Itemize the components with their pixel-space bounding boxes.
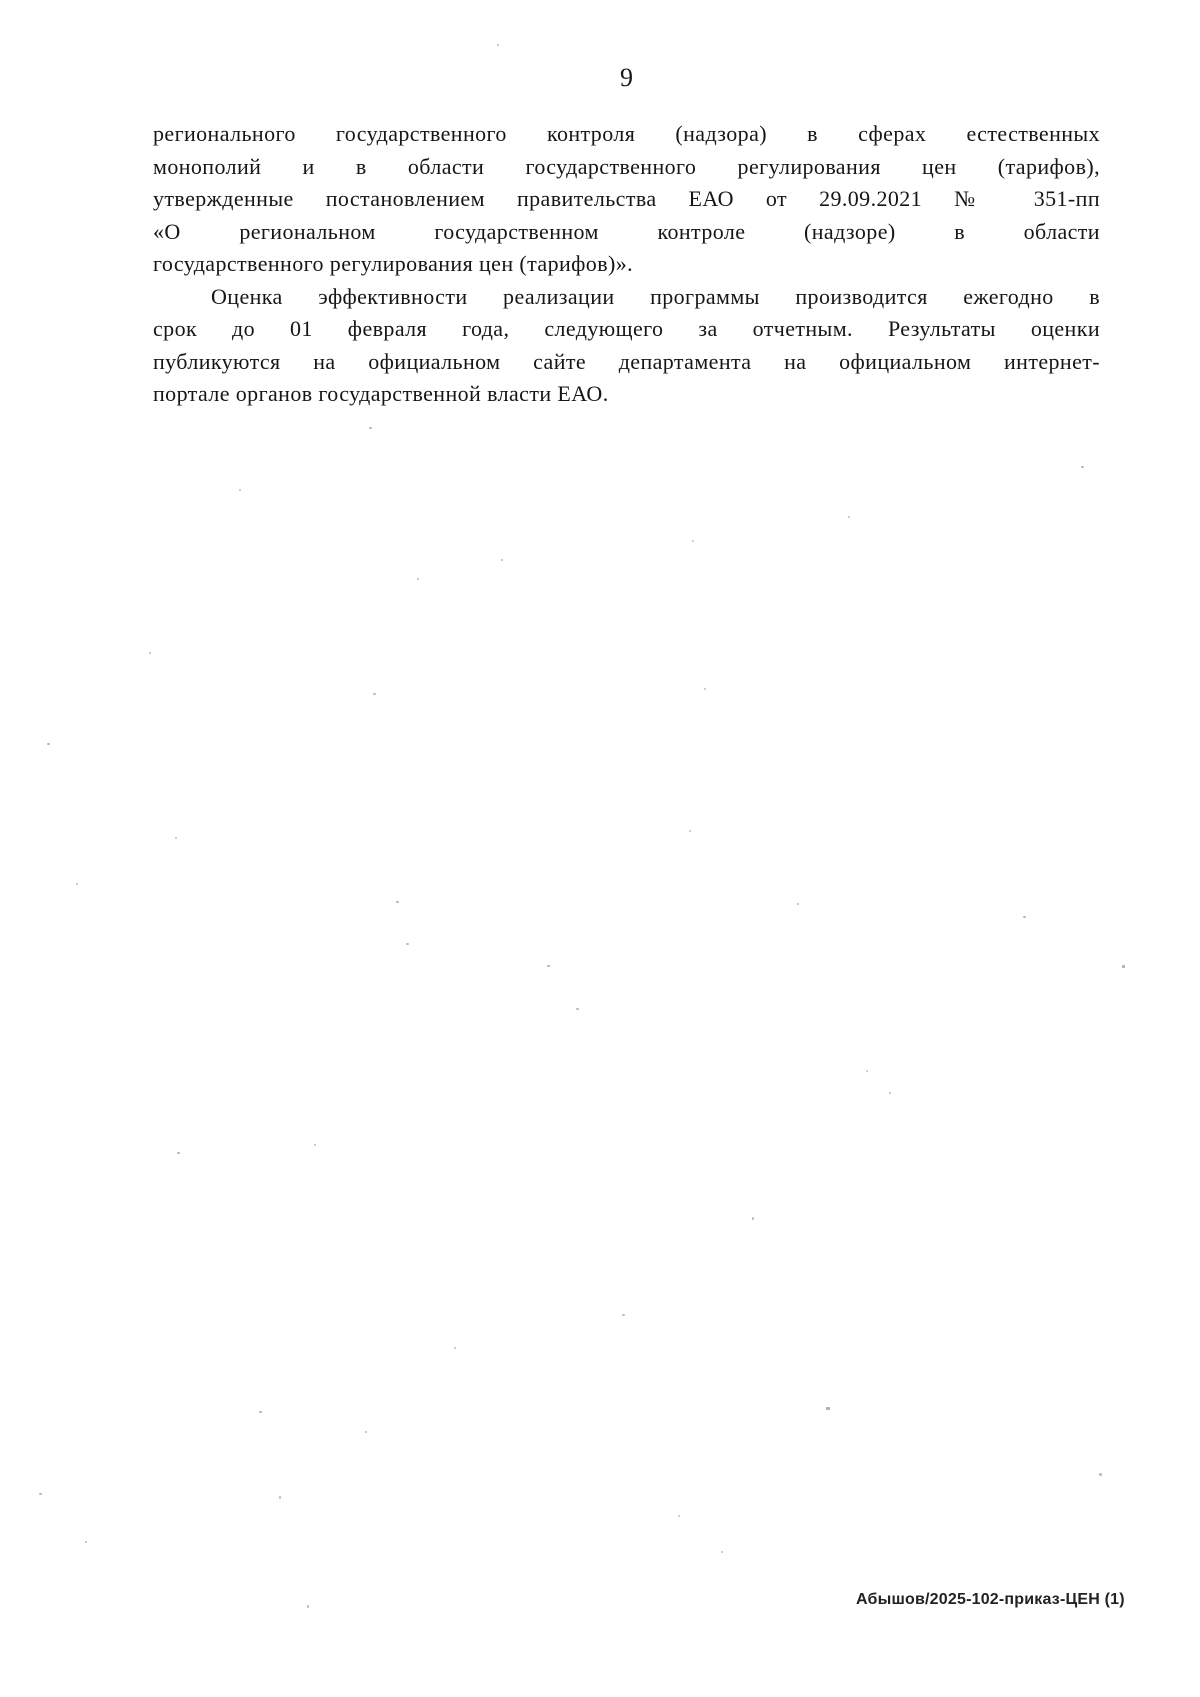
scan-speck <box>721 1551 723 1553</box>
scan-speck <box>365 1431 367 1433</box>
scan-speck <box>279 1496 281 1499</box>
scan-speck <box>689 830 691 832</box>
scan-speck <box>76 883 78 885</box>
scan-speck <box>889 1092 891 1094</box>
scan-speck <box>177 1152 180 1154</box>
scan-speck <box>175 837 177 839</box>
scan-speck <box>307 1605 309 1608</box>
text-line: срок до 01 февраля года, следующего за отчетным. Результаты оценки <box>153 316 1100 341</box>
scan-speck <box>826 1407 830 1410</box>
scan-speck <box>497 44 499 46</box>
scan-speck <box>752 1217 754 1220</box>
text-line: регионального государственного контроля (надзора) в сферах естественных <box>153 121 1100 146</box>
paragraph-regulation <box>153 118 1100 281</box>
page-number: 9 <box>620 63 633 92</box>
scan-speck <box>797 903 799 905</box>
scan-speck <box>373 693 376 695</box>
text-line: государственного регулирования цен (тарифов)». <box>153 251 634 276</box>
scan-speck <box>1122 965 1125 968</box>
scan-speck <box>692 540 694 542</box>
text-line: публикуются на официальном сайте департамента на официальном интернет- <box>153 348 1100 374</box>
text-line: «О региональном государственном контроле (надзоре) в области <box>153 218 1100 244</box>
text-line: Оценка эффективности реализации программы производится ежегодно в <box>211 283 1100 309</box>
scan-speck <box>39 1493 42 1495</box>
footer-stamp: Абышов/2025-102-приказ-ЦЕН (1) <box>856 1591 1125 1608</box>
scan-speck <box>1081 466 1084 468</box>
scan-speck <box>501 559 503 561</box>
body-text <box>153 118 1100 411</box>
scan-speck <box>866 1070 868 1072</box>
scan-speck <box>1023 916 1026 918</box>
scan-speck <box>314 1144 316 1146</box>
text-line: утвержденные постановлением правительства ЕАО от 29.09.2021 № 351-пп <box>153 186 1100 211</box>
text-line: монополий и в области государственного регулирования цен (тарифов), <box>153 153 1100 179</box>
scan-speck <box>369 427 372 429</box>
scan-speck <box>576 1008 579 1010</box>
scan-speck <box>547 965 550 967</box>
scan-speck <box>406 943 409 945</box>
scan-speck <box>149 652 151 654</box>
scan-speck <box>622 1314 625 1316</box>
scan-speck <box>454 1347 456 1349</box>
scan-speck <box>704 688 706 690</box>
scan-speck <box>85 1541 87 1543</box>
scan-speck <box>417 578 419 580</box>
text-line: портале органов государственной власти ЕАО. <box>153 381 609 406</box>
paragraph-evaluation <box>153 281 1100 411</box>
scan-speck <box>678 1515 680 1517</box>
scan-speck <box>239 489 241 491</box>
scan-speck <box>1099 1473 1102 1476</box>
scan-speck <box>396 901 399 903</box>
scan-speck <box>47 743 50 745</box>
scan-speck <box>848 516 850 518</box>
scan-speck <box>259 1411 262 1413</box>
